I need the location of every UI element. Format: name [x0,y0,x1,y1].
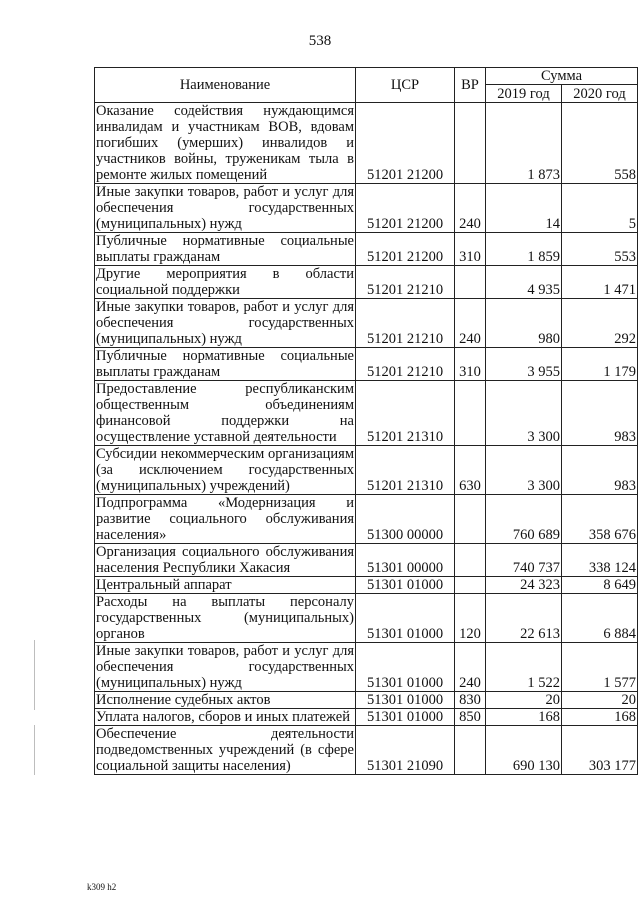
row-name: Подпрограмма «Модернизация и развитие социального обслуживания населения» [96,495,354,543]
header-csr: ЦСР [356,68,455,103]
row-name: Иные закупки товаров, работ и услуг для обеспечения государственных (муниципальных) нужд [96,184,354,232]
row-vr [455,381,486,446]
row-sum-2020: 303 177 [562,726,638,775]
table-row [95,692,638,709]
row-vr: 310 [455,233,486,266]
row-vr: 240 [455,184,486,233]
row-name: Центральный аппарат [95,577,356,594]
row-sum-2019: 3 300 [486,381,562,446]
row-csr: 51301 01000 [356,709,455,726]
row-sum-2020: 168 [562,709,638,726]
row-sum-2020: 8 649 [562,577,638,594]
row-csr: 51301 21090 [356,726,455,775]
row-vr [455,726,486,775]
row-vr: 240 [455,643,486,692]
budget-table [94,67,638,775]
row-sum-2020: 1 471 [562,266,638,299]
row-csr: 51201 21210 [356,348,455,381]
row-csr: 51301 01000 [356,643,455,692]
table-row [95,594,638,643]
row-sum-2020: 358 676 [562,495,638,544]
row-sum-2019: 3 300 [486,446,562,495]
row-sum-2020: 6 884 [562,594,638,643]
row-name: Публичные нормативные социальные выплаты гражданам [96,348,354,380]
row-name: Уплата налогов, сборов и иных платежей [95,709,356,726]
row-sum-2020: 1 179 [562,348,638,381]
row-sum-2019: 14 [486,184,562,233]
row-sum-2019: 3 955 [486,348,562,381]
row-vr [455,266,486,299]
row-name: Публичные нормативные социальные выплаты гражданам [96,233,354,265]
table-row [95,726,638,775]
row-csr: 51301 01000 [356,692,455,709]
table-row [95,709,638,726]
table-row [95,643,638,692]
header-sum: Сумма [486,68,638,85]
row-name: Иные закупки товаров, работ и услуг для обеспечения государственных (муниципальных) нужд [96,299,354,347]
row-sum-2020: 983 [562,446,638,495]
row-name: Оказание содействия нуждающимся инвалидам и участникам ВОВ, вдовам погибших (умерших) инвалидов и участников войны, труженикам тыла в ремонте жилых помещений [96,103,354,183]
header-year-2020: 2020 год [562,85,638,103]
table-row [95,184,638,233]
row-csr: 51301 01000 [356,594,455,643]
row-sum-2020: 292 [562,299,638,348]
row-sum-2020: 983 [562,381,638,446]
row-csr: 51301 00000 [356,544,455,577]
row-sum-2019: 168 [486,709,562,726]
row-csr: 51301 01000 [356,577,455,594]
row-sum-2020: 558 [562,103,638,184]
row-sum-2019: 4 935 [486,266,562,299]
row-sum-2019: 1 859 [486,233,562,266]
table-row [95,266,638,299]
table-row [95,544,638,577]
row-sum-2019: 690 130 [486,726,562,775]
header-year-2019: 2019 год [486,85,562,103]
row-vr [455,577,486,594]
row-vr: 240 [455,299,486,348]
footer-code: k309 h2 [87,882,117,892]
row-name: Исполнение судебных актов [95,692,356,709]
row-sum-2019: 980 [486,299,562,348]
row-vr: 830 [455,692,486,709]
table-row [95,103,638,184]
row-sum-2019: 1 873 [486,103,562,184]
row-csr: 51201 21310 [356,446,455,495]
row-sum-2019: 760 689 [486,495,562,544]
table-row [95,233,638,266]
margin-mark [34,725,35,775]
header-name: Наименование [95,68,356,103]
row-sum-2019: 1 522 [486,643,562,692]
row-csr: 51201 21200 [356,233,455,266]
row-vr: 850 [455,709,486,726]
row-name: Организация социального обслуживания населения Республики Хакасия [96,544,354,576]
header-vr: ВР [455,68,486,103]
table-row [95,299,638,348]
row-name: Расходы на выплаты персоналу государственных (муниципальных) органов [96,594,354,642]
row-sum-2020: 553 [562,233,638,266]
table-row [95,577,638,594]
row-name: Иные закупки товаров, работ и услуг для обеспечения государственных (муниципальных) нужд [96,643,354,691]
row-vr: 630 [455,446,486,495]
margin-mark [34,640,35,710]
row-name: Другие мероприятия в области социальной поддержки [96,266,354,298]
row-vr [455,103,486,184]
row-csr: 51201 21310 [356,381,455,446]
row-csr: 51201 21210 [356,299,455,348]
row-csr: 51300 00000 [356,495,455,544]
row-sum-2020: 5 [562,184,638,233]
row-csr: 51201 21210 [356,266,455,299]
table-row [95,381,638,446]
row-name: Обеспечение деятельности подведомственных учреждений (в сфере социальной защиты населения) [96,726,354,774]
row-vr [455,495,486,544]
page-number: 538 [308,33,332,49]
row-sum-2019: 22 613 [486,594,562,643]
row-vr: 120 [455,594,486,643]
table-row [95,495,638,544]
row-sum-2020: 20 [562,692,638,709]
table-row [95,348,638,381]
row-sum-2019: 24 323 [486,577,562,594]
table-row [95,446,638,495]
row-sum-2019: 20 [486,692,562,709]
row-sum-2019: 740 737 [486,544,562,577]
row-sum-2020: 1 577 [562,643,638,692]
row-sum-2020: 338 124 [562,544,638,577]
row-name: Субсидии некоммерческим организациям (за исключением государственных (муниципальных) учреждений) [96,446,354,494]
row-csr: 51201 21200 [356,103,455,184]
row-vr [455,544,486,577]
row-name: Предоставление республиканским общественным объединениям финансовой поддержки на осуществление уставной деятельности [96,381,354,445]
row-vr: 310 [455,348,486,381]
row-csr: 51201 21200 [356,184,455,233]
